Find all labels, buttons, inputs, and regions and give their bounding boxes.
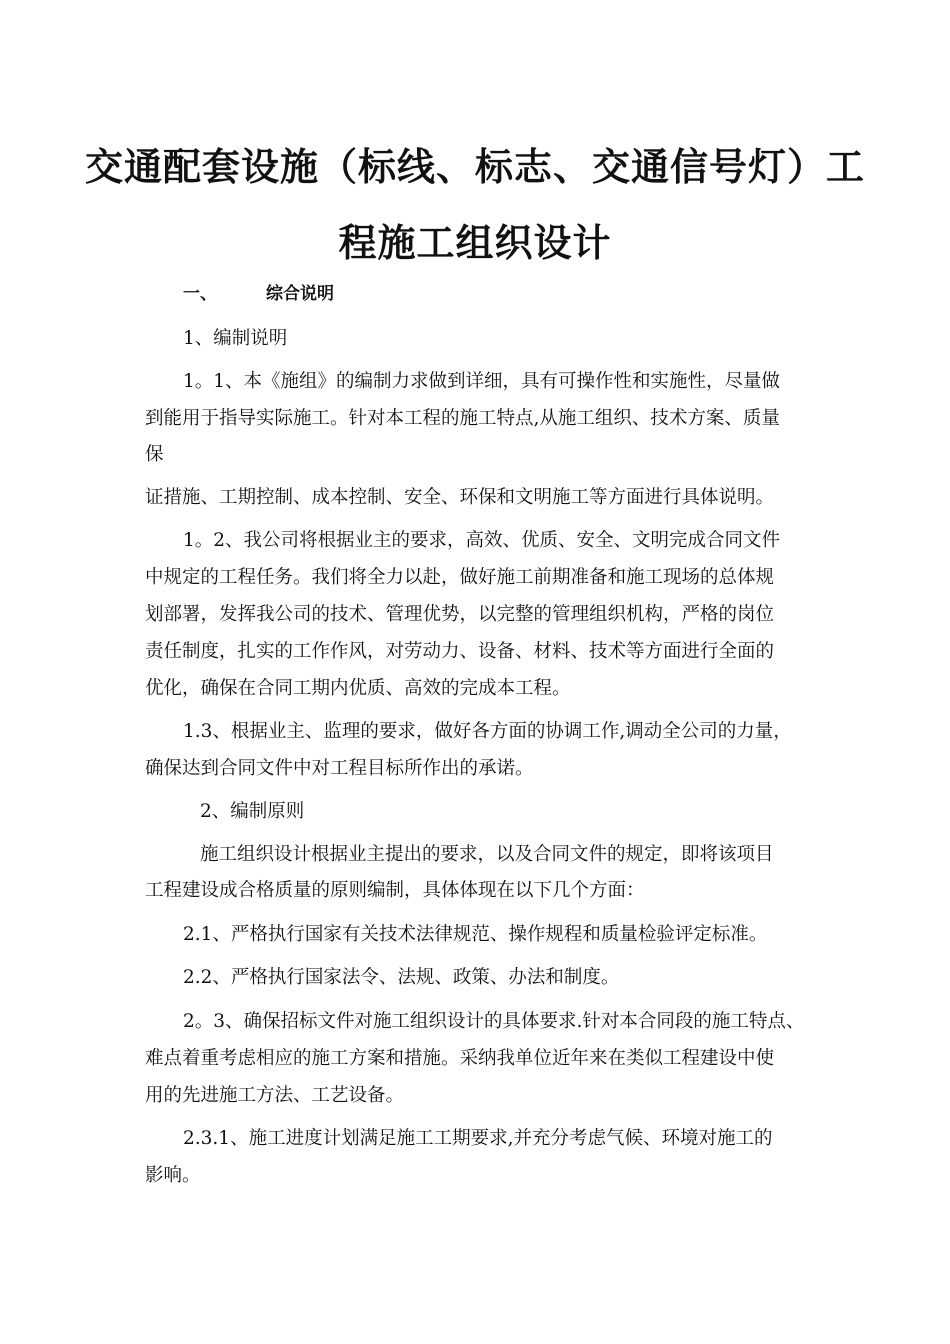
paragraph-line: 责任制度，扎实的工作作风，对劳动力、设备、材料、技术等方面进行全面的 xyxy=(145,641,775,662)
paragraph-line: 1。1、本《施组》的编制力求做到详细，具有可操作性和实施性，尽量做 xyxy=(183,371,781,392)
paragraph-line: 保 xyxy=(145,444,164,465)
paragraph-line: 划部署，发挥我公司的技术、管理优势，以完整的管理组织机构，严格的岗位 xyxy=(145,604,775,625)
paragraph-line: 到能用于指导实际施工。针对本工程的施工特点,从施工组织、技术方案、质量 xyxy=(145,408,780,429)
document-title-line-2: 程施工组织设计 xyxy=(338,221,612,265)
paragraph-line: 影响。 xyxy=(145,1165,201,1186)
section-heading: 综合说明 xyxy=(266,284,334,304)
paragraph-line: 证措施、工期控制、成本控制、安全、环保和文明施工等方面进行具体说明。 xyxy=(145,487,775,508)
section-number: 一、 xyxy=(183,284,217,304)
paragraph-line: 2.2、严格执行国家法令、法规、政策、办法和制度。 xyxy=(183,967,620,988)
paragraph-line: 2.1、严格执行国家有关技术法律规范、操作规程和质量检验评定标准。 xyxy=(183,924,768,945)
document-title-line-1: 交通配套设施（标线、标志、交通信号灯）工 xyxy=(84,145,865,189)
paragraph-line: 施工组织设计根据业主提出的要求，以及合同文件的规定，即将该项目 xyxy=(200,844,774,865)
paragraph-line: 难点着重考虑相应的施工方案和措施。采纳我单位近年来在类似工程建设中使 xyxy=(145,1048,775,1069)
paragraph-line: 用的先进施工方法、工艺设备。 xyxy=(145,1085,405,1106)
paragraph-line: 确保达到合同文件中对工程目标所作出的承诺。 xyxy=(145,758,534,779)
paragraph-line: 优化，确保在合同工期内优质、高效的完成本工程。 xyxy=(145,678,571,699)
subsection-heading: 2、编制原则 xyxy=(200,801,305,822)
paragraph-line: 中规定的工程任务。我们将全力以赴，做好施工前期准备和施工现场的总体规 xyxy=(145,567,775,588)
paragraph-line: 1。2、我公司将根据业主的要求，高效、优质、安全、文明完成合同文件 xyxy=(183,530,781,551)
subsection-heading: 1、编制说明 xyxy=(183,328,288,349)
paragraph-line: 2。3、确保招标文件对施工组织设计的具体要求.针对本合同段的施工特点、 xyxy=(183,1011,805,1032)
paragraph-line: 工程建设成合格质量的原则编制，具体体现在以下几个方面： xyxy=(145,880,645,901)
paragraph-line: 2.3.1、施工进度计划满足施工工期要求,并充分考虑气候、环境对施工的 xyxy=(183,1128,773,1149)
paragraph-line: 1.3、根据业主、监理的要求，做好各方面的协调工作,调动全公司的力量， xyxy=(183,721,792,742)
